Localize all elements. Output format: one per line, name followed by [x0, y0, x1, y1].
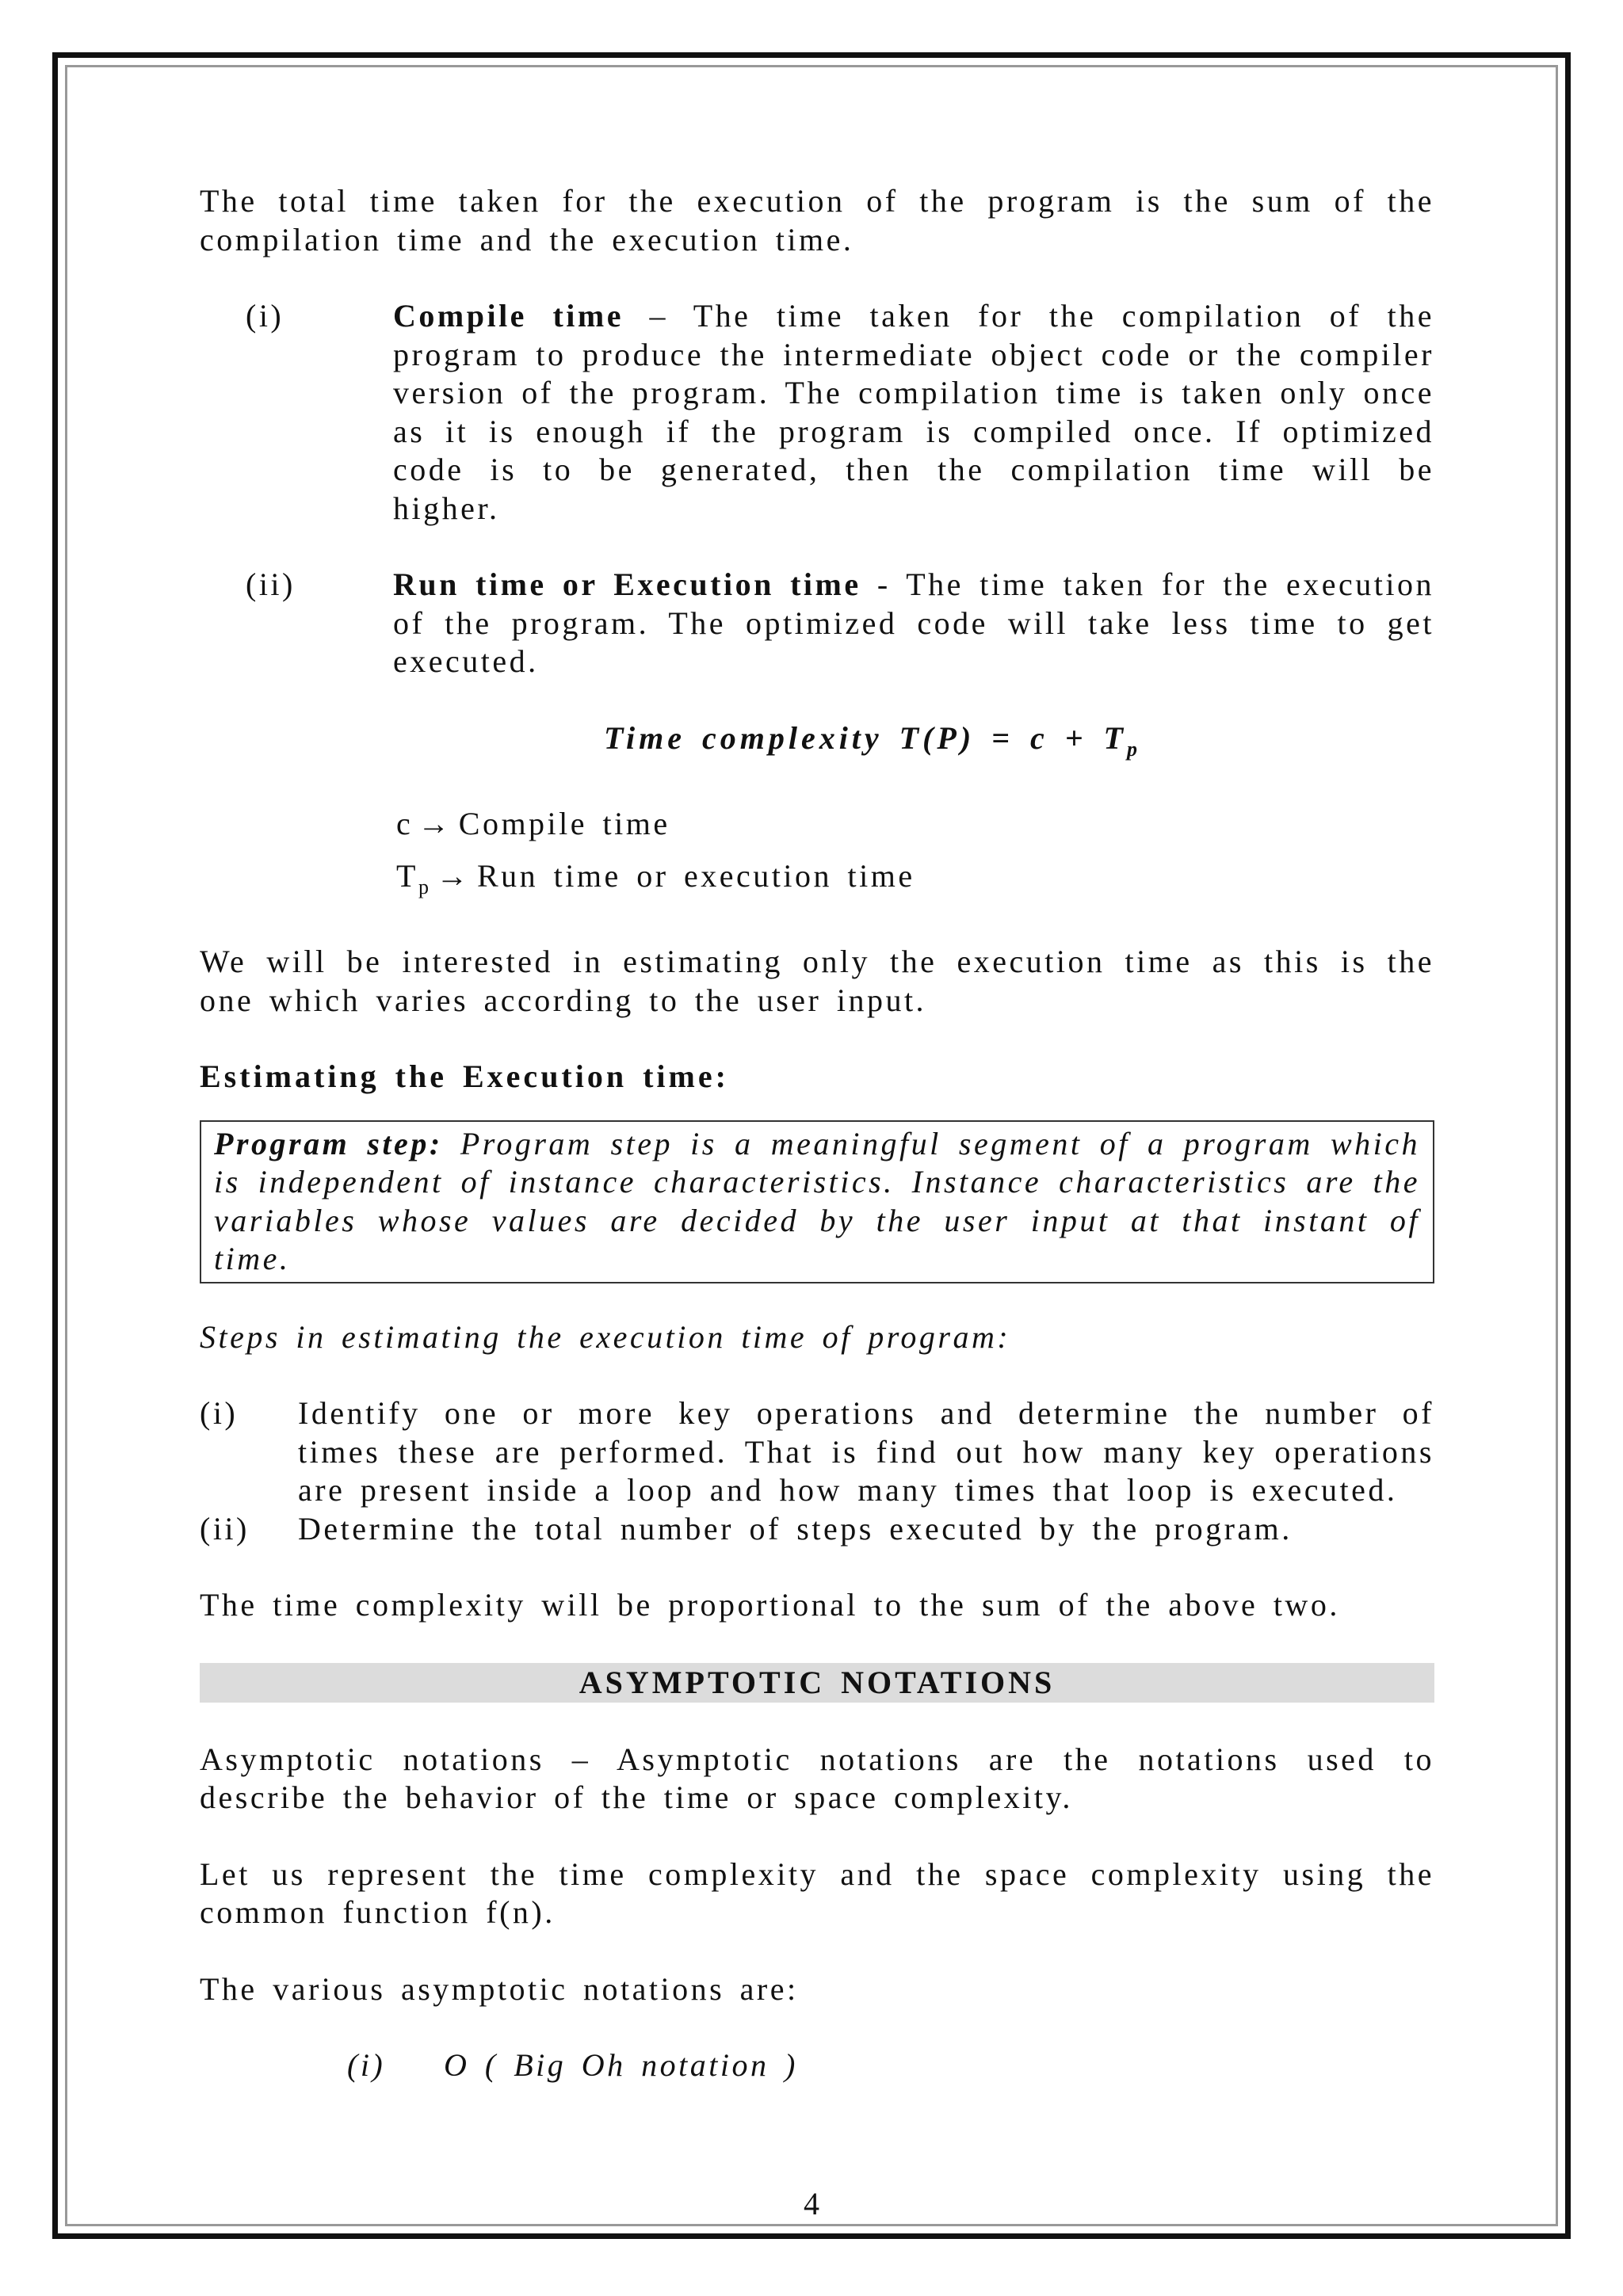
- item-body: [393, 566, 1434, 681]
- legend-row-runtime: [396, 856, 1434, 908]
- compile-time-item: [200, 297, 1434, 528]
- item-term: Run time or Execution time: [393, 566, 861, 602]
- right-arrow-icon: →: [436, 858, 471, 894]
- item-text: The time taken for the execution of the program. The optimized code will take less time to get executed.: [393, 566, 1434, 679]
- legend-meaning: Run time or execution time: [476, 858, 915, 894]
- definition-text: [214, 1125, 1420, 1279]
- legend-row-compile: [396, 803, 1434, 856]
- represent-paragraph: Let us represent the time complexity and the space complexity using the common function f(n).: [200, 1855, 1434, 1930]
- program-step-definition-box: [200, 1120, 1434, 1283]
- intro-paragraph: The total time taken for the execution of the program is the sum of the compilation time and the execution time.: [200, 183, 1434, 257]
- page-content: [200, 182, 1434, 2085]
- asymptotic-paragraph: Asymptotic notations – Asymptotic notations are the notations used to describe the behavior of the time or space complexity.: [200, 1741, 1434, 1815]
- step-text: Identify one or more key operations and determine the number of times these are performed. That is find out how many key operations are present inside a loop and how many times that loop is executed.: [298, 1395, 1434, 1508]
- time-complexity-formula: [200, 719, 1434, 769]
- formula-subscript: p: [1126, 737, 1141, 761]
- legend-meaning: Compile time: [458, 806, 670, 841]
- legend-symbol: T: [396, 858, 418, 894]
- estimating-heading: Estimating the Execution time:: [200, 1058, 729, 1094]
- interest-paragraph: We will be interested in estimating only the execution time as this is the one which varies according to the user input.: [200, 944, 1434, 1018]
- item-separator: –: [623, 298, 693, 334]
- step-text: Determine the total number of steps executed by the program.: [298, 1510, 1293, 1547]
- formula-main: Time complexity T(P) = c + T: [604, 719, 1127, 756]
- steps-heading: Steps in estimating the execution time of program:: [200, 1318, 1011, 1355]
- notation-item: [200, 2046, 1434, 2085]
- legend-subscript: p: [418, 875, 432, 898]
- item-number: (ii): [246, 566, 296, 602]
- formula-legend: [200, 803, 1434, 908]
- right-arrow-icon: →: [418, 806, 453, 841]
- notation-number: (i): [347, 2047, 386, 2083]
- item-number: (i): [246, 298, 285, 334]
- step-number: (ii): [200, 1510, 250, 1547]
- definition-term: Program step:: [214, 1125, 443, 1161]
- step-item: [200, 1394, 1434, 1510]
- page-number: 4: [804, 2186, 819, 2222]
- item-separator: -: [861, 566, 907, 602]
- proportional-paragraph: The time complexity will be proportional to the sum of the above two.: [200, 1587, 1340, 1623]
- run-time-item: [200, 566, 1434, 681]
- notation-text: O ( Big Oh notation ): [444, 2047, 798, 2083]
- legend-symbol: c: [396, 806, 414, 841]
- section-banner: ASYMPTOTIC NOTATIONS: [200, 1663, 1434, 1703]
- various-paragraph: The various asymptotic notations are:: [200, 1970, 799, 2007]
- step-number: (i): [200, 1395, 239, 1431]
- step-item: [200, 1510, 1434, 1549]
- item-term: Compile time: [393, 298, 624, 334]
- definition-body: Program step is a meaningful segment of a program which is independent of instance characteristics. Instance characteristics are the variables whose values are decided by the user input at that instant of time.: [214, 1125, 1420, 1276]
- item-text: The time taken for the compilation of the program to produce the intermediate object code or the compiler version of the program. The compilation time is taken only once as it is enough if the program is compiled once. If optimized code is to be generated, then the compilation time will be higher.: [393, 298, 1434, 526]
- item-body: [393, 297, 1434, 528]
